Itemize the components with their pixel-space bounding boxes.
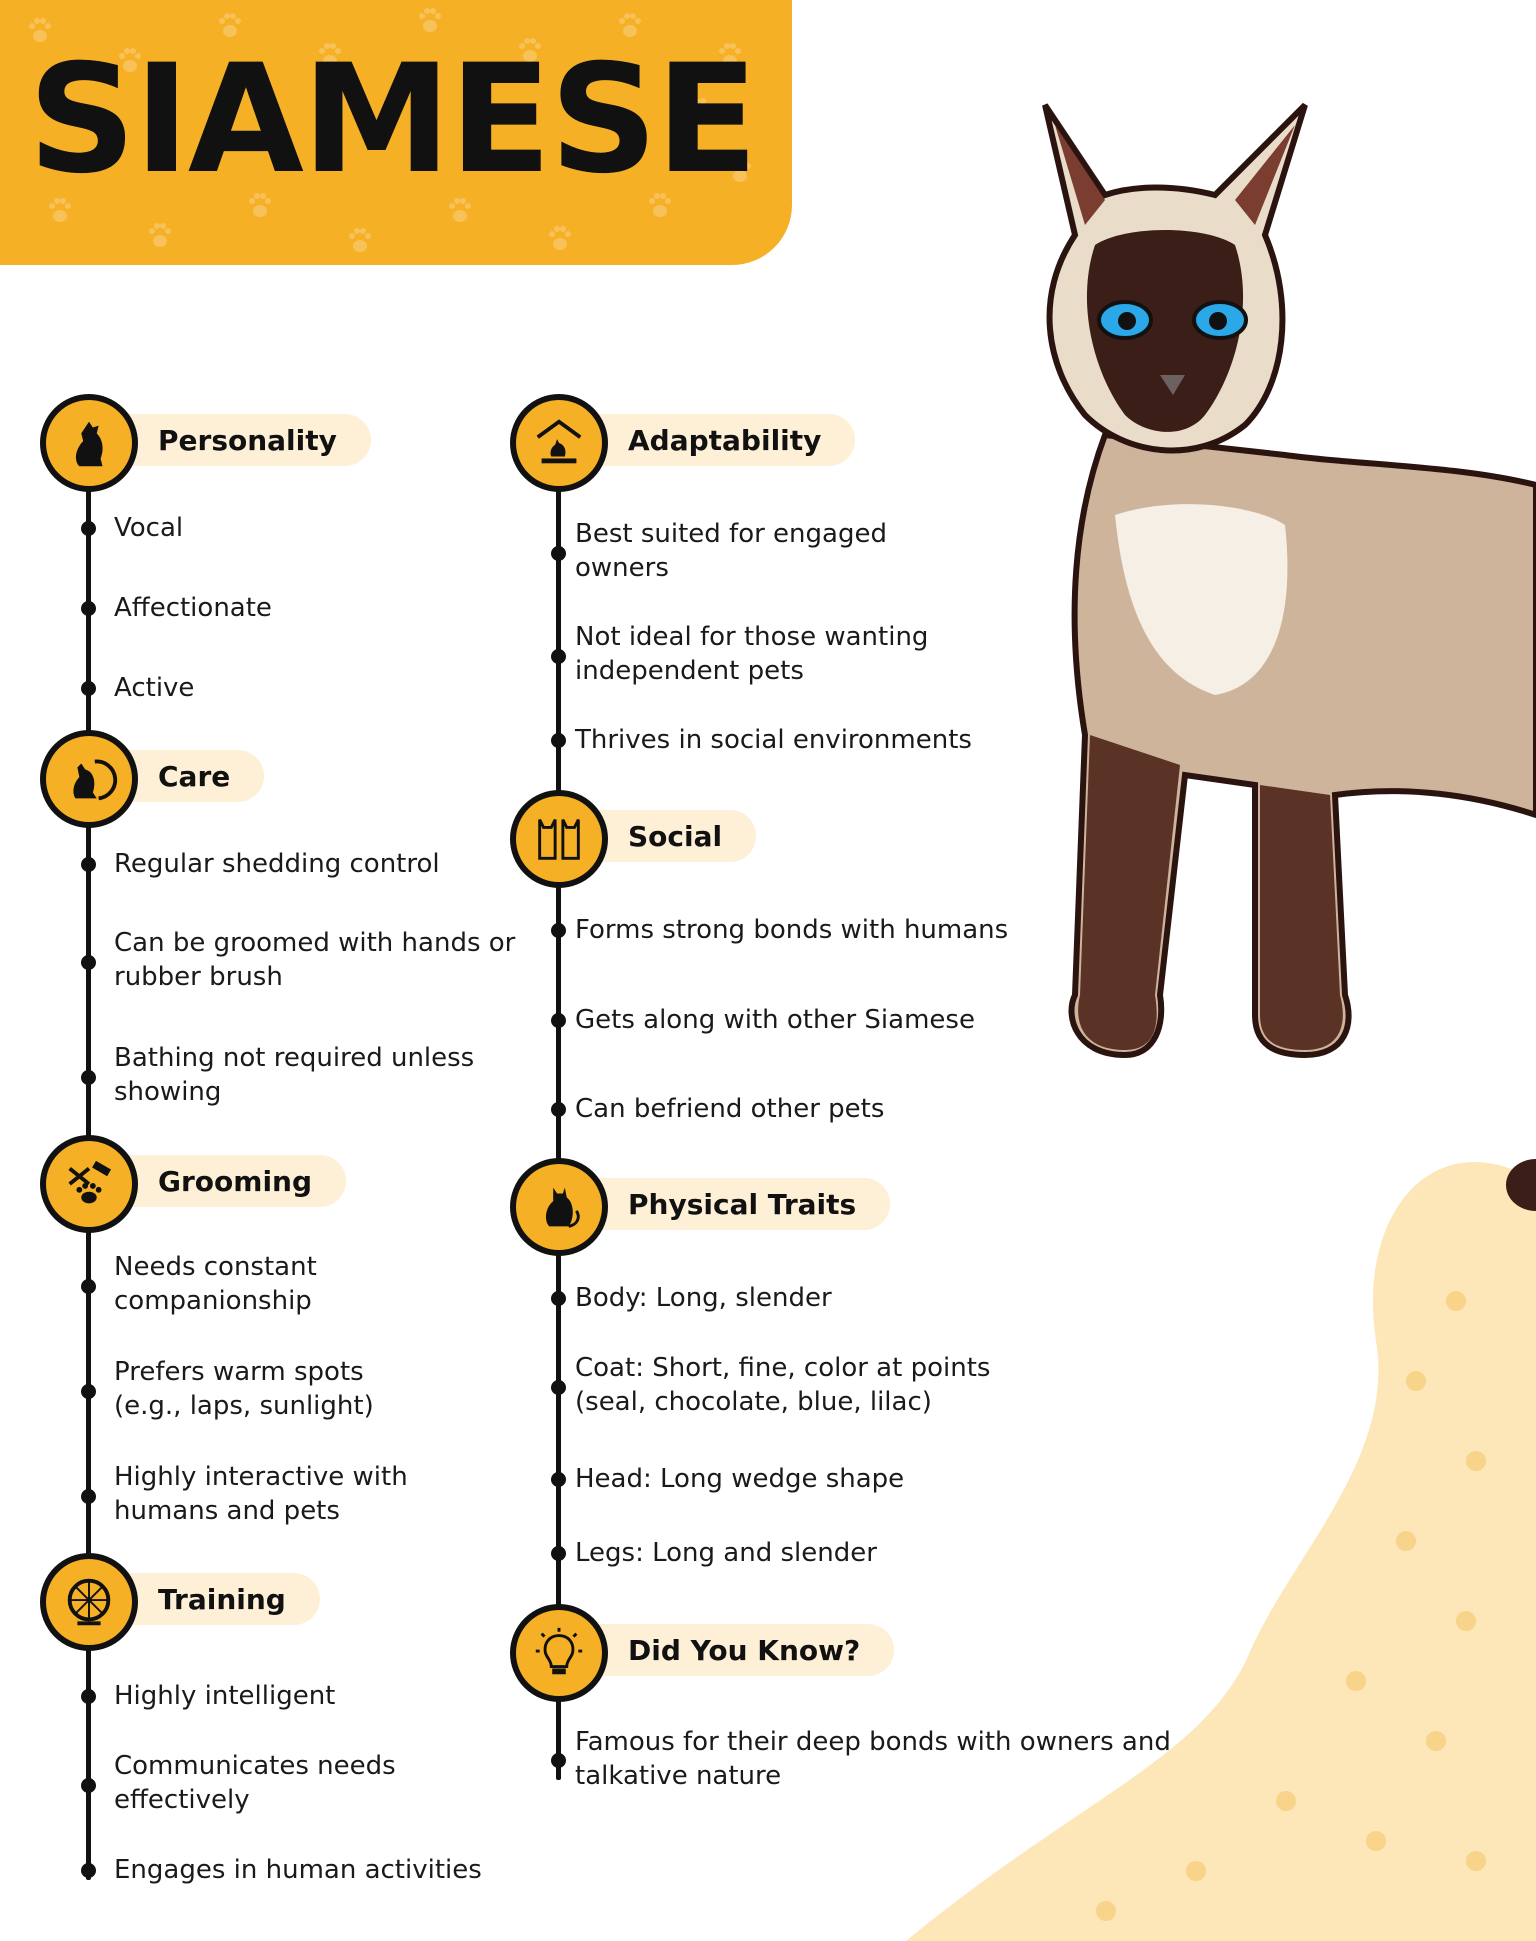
section-title: Grooming [124, 1155, 346, 1207]
bullet [551, 649, 566, 664]
page-title: SIAMESE [28, 33, 757, 207]
section-title: Physical Traits [594, 1178, 890, 1230]
bullet [81, 1384, 96, 1399]
list-item: Gets along with other Siamese [575, 1005, 975, 1035]
list-item: Can befriend other pets [575, 1094, 885, 1124]
section-title: Did You Know? [594, 1624, 894, 1676]
bullet [551, 1380, 566, 1395]
section-title: Personality [124, 414, 371, 466]
cat-silhouette-icon [40, 394, 138, 492]
bullet [551, 1013, 566, 1028]
siamese-cat-illustration [955, 95, 1536, 1290]
bullet [81, 1489, 96, 1504]
list-item: Thrives in social environments [575, 725, 972, 755]
list-item: Highly intelligent [114, 1681, 336, 1711]
list-item: Best suited for engaged owners [575, 519, 887, 583]
bullet [81, 681, 96, 696]
bullet [551, 1753, 566, 1768]
bullet [81, 1279, 96, 1294]
two-cats-icon [510, 790, 608, 888]
cat-house-icon [510, 394, 608, 492]
list-item: Communicates needs effectively [114, 1751, 396, 1815]
section-title: Training [124, 1573, 320, 1625]
bullet [551, 1472, 566, 1487]
bullet [551, 1102, 566, 1117]
bullet [81, 1863, 96, 1878]
list-item: Coat: Short, fine, color at points (seal, chocolate, blue, lilac) [575, 1353, 991, 1417]
list-item: Vocal [114, 513, 184, 543]
bullet [81, 1778, 96, 1793]
sitting-cat-icon [510, 1158, 608, 1256]
hamster-wheel-icon [40, 1553, 138, 1651]
grooming-tools-icon [40, 1135, 138, 1233]
list-item: Forms strong bonds with humans [575, 915, 1009, 945]
list-item: Not ideal for those wanting independent pets [575, 622, 929, 686]
bullet [81, 955, 96, 970]
bullet [551, 546, 566, 561]
bullet [551, 733, 566, 748]
list-item: Needs constant companionship [114, 1252, 317, 1316]
list-item: Prefers warm spots (e.g., laps, sunlight) [114, 1357, 374, 1421]
cat-care-icon [40, 730, 138, 828]
section-title: Adaptability [594, 414, 855, 466]
bullet [551, 923, 566, 938]
list-item: Regular shedding control [114, 849, 440, 879]
list-item: Famous for their deep bonds with owners and talkative nature [575, 1727, 1171, 1791]
list-item: Can be groomed with hands or rubber brush [114, 928, 516, 992]
title-banner [0, 0, 792, 265]
lightbulb-icon [510, 1604, 608, 1702]
section-title: Social [594, 810, 756, 862]
bullet [81, 1070, 96, 1085]
bullet [81, 521, 96, 536]
bullet [551, 1546, 566, 1561]
bullet [551, 1291, 566, 1306]
list-item: Head: Long wedge shape [575, 1464, 905, 1494]
list-item: Engages in human activities [114, 1855, 482, 1885]
list-item: Highly interactive with humans and pets [114, 1462, 408, 1526]
bullet [81, 1689, 96, 1704]
list-item: Active [114, 673, 195, 703]
section-title: Care [124, 750, 264, 802]
list-item: Bathing not required unless showing [114, 1043, 475, 1107]
bullet [81, 601, 96, 616]
list-item: Affectionate [114, 593, 272, 623]
list-item: Legs: Long and slender [575, 1538, 877, 1568]
list-item: Body: Long, slender [575, 1283, 832, 1313]
bullet [81, 857, 96, 872]
